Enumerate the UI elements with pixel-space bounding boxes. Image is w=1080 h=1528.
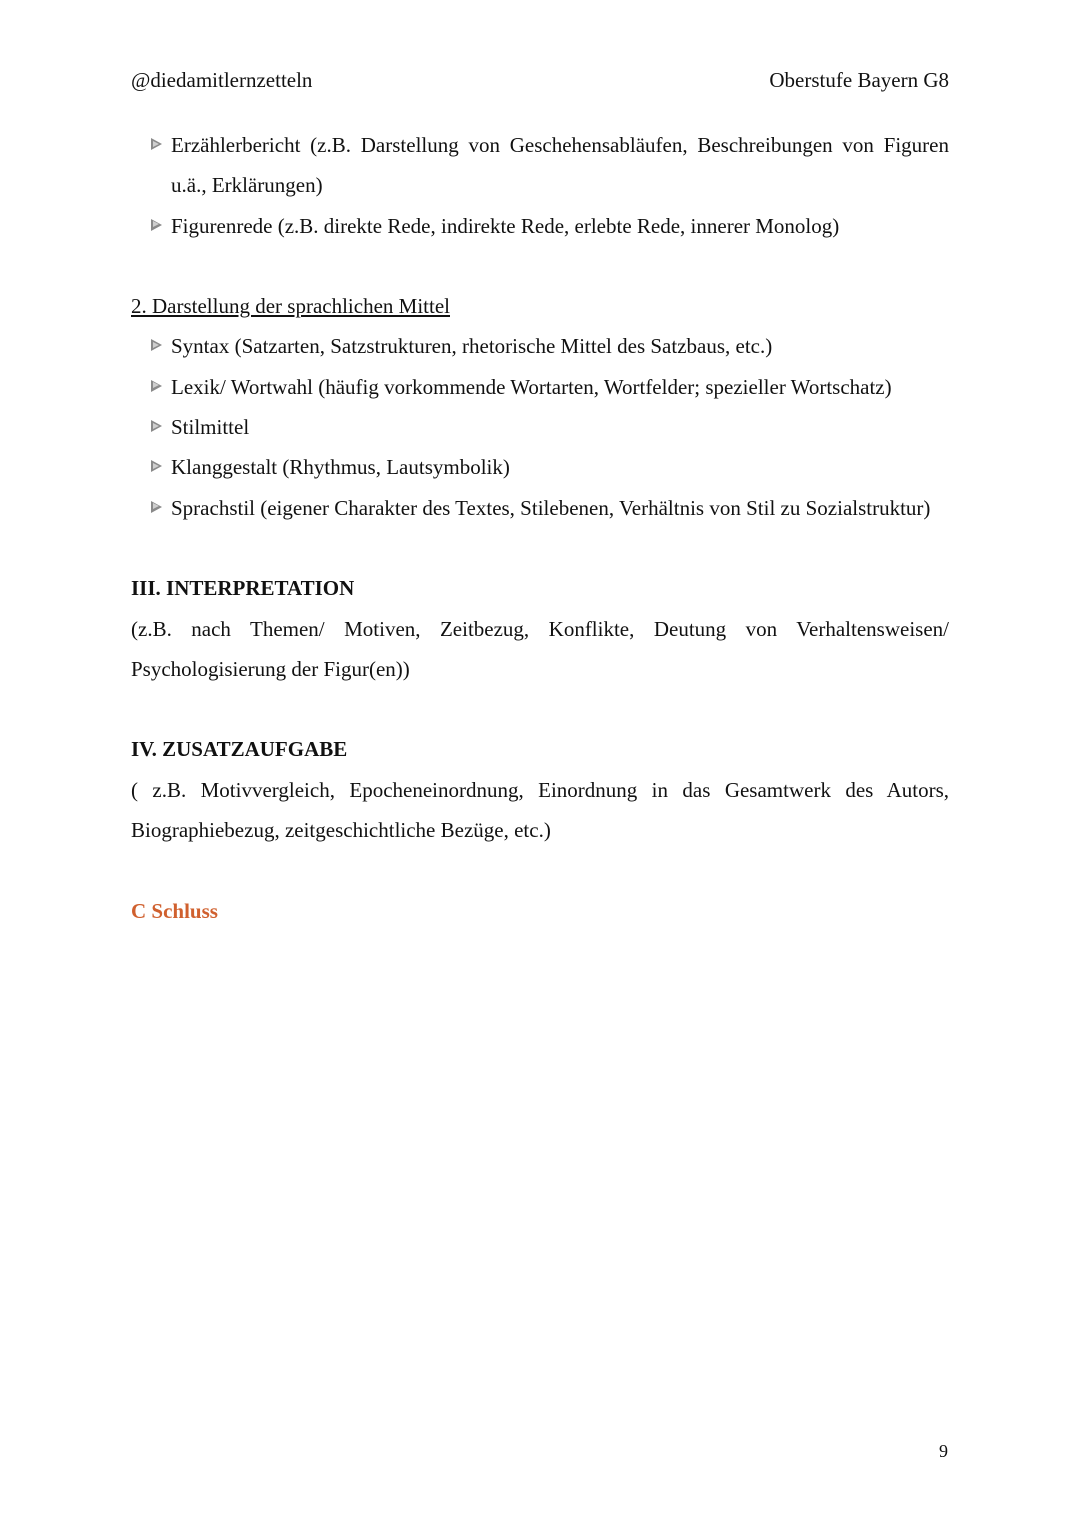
bullet-text: Erzählerbericht (z.B. Darstellung von Geschehensabläufen, Beschreibungen von Figuren u.ä., Erklärungen) <box>171 133 949 198</box>
header-left: @diedamitlernzetteln <box>131 68 313 92</box>
triangle-bullet-icon <box>151 339 162 351</box>
list-item <box>131 367 949 407</box>
subsection-title: 2. Darstellung der sprachlichen Mittel <box>131 294 450 319</box>
triangle-bullet-icon <box>151 138 162 150</box>
section-heading-interpretation: III. INTERPRETATION <box>131 576 355 601</box>
section-heading-zusatzaufgabe: IV. ZUSATZAUFGABE <box>131 737 348 762</box>
bullet-text: Stilmittel <box>171 415 250 440</box>
list-item <box>131 488 949 528</box>
spacer <box>131 689 949 729</box>
list-item <box>131 447 949 487</box>
triangle-bullet-icon <box>151 219 162 231</box>
list-item <box>131 206 949 246</box>
bullet-text: Klanggestalt (Rhythmus, Lautsymbolik) <box>171 455 510 480</box>
page-content <box>131 125 949 931</box>
zusatzaufgabe-text: ( z.B. Motivvergleich, Epocheneinordnung, Einordnung in das Gesamtwerk des Autors, Biographiebezug, zeitgeschichtliche Bezüge, etc.) <box>131 777 949 843</box>
section2-bullet-list <box>131 326 949 527</box>
triangle-bullet-icon <box>151 460 162 472</box>
triangle-bullet-icon <box>151 380 162 392</box>
section-heading-schluss: C Schluss <box>131 898 218 923</box>
header-right: Oberstufe Bayern G8 <box>769 68 949 92</box>
bullet-text: Syntax (Satzarten, Satzstrukturen, rhetorische Mittel des Satzbaus, etc.) <box>171 334 773 359</box>
section1-bullet-list <box>131 125 949 246</box>
list-item <box>131 407 949 447</box>
spacer <box>131 528 949 568</box>
bullet-text: Lexik/ Wortwahl (häufig vorkommende Wortarten, Wortfelder; spezieller Wortschatz) <box>171 374 892 399</box>
page-number: 9 <box>939 1441 948 1461</box>
bullet-text: Figurenrede (z.B. direkte Rede, indirekte Rede, erlebte Rede, innerer Monolog) <box>171 213 840 238</box>
bullet-text: Sprachstil (eigener Charakter des Textes, Stilebenen, Verhältnis von Stil zu Sozialstruktur) <box>171 495 931 520</box>
spacer <box>131 246 949 286</box>
triangle-bullet-icon <box>151 501 162 513</box>
triangle-bullet-icon <box>151 420 162 432</box>
list-item <box>131 125 949 206</box>
interpretation-text: (z.B. nach Themen/ Motiven, Zeitbezug, Konflikte, Deutung von Verhaltensweisen/ Psychologisierung der Figur(en)) <box>131 616 949 681</box>
spacer <box>131 850 949 890</box>
list-item <box>131 326 949 366</box>
